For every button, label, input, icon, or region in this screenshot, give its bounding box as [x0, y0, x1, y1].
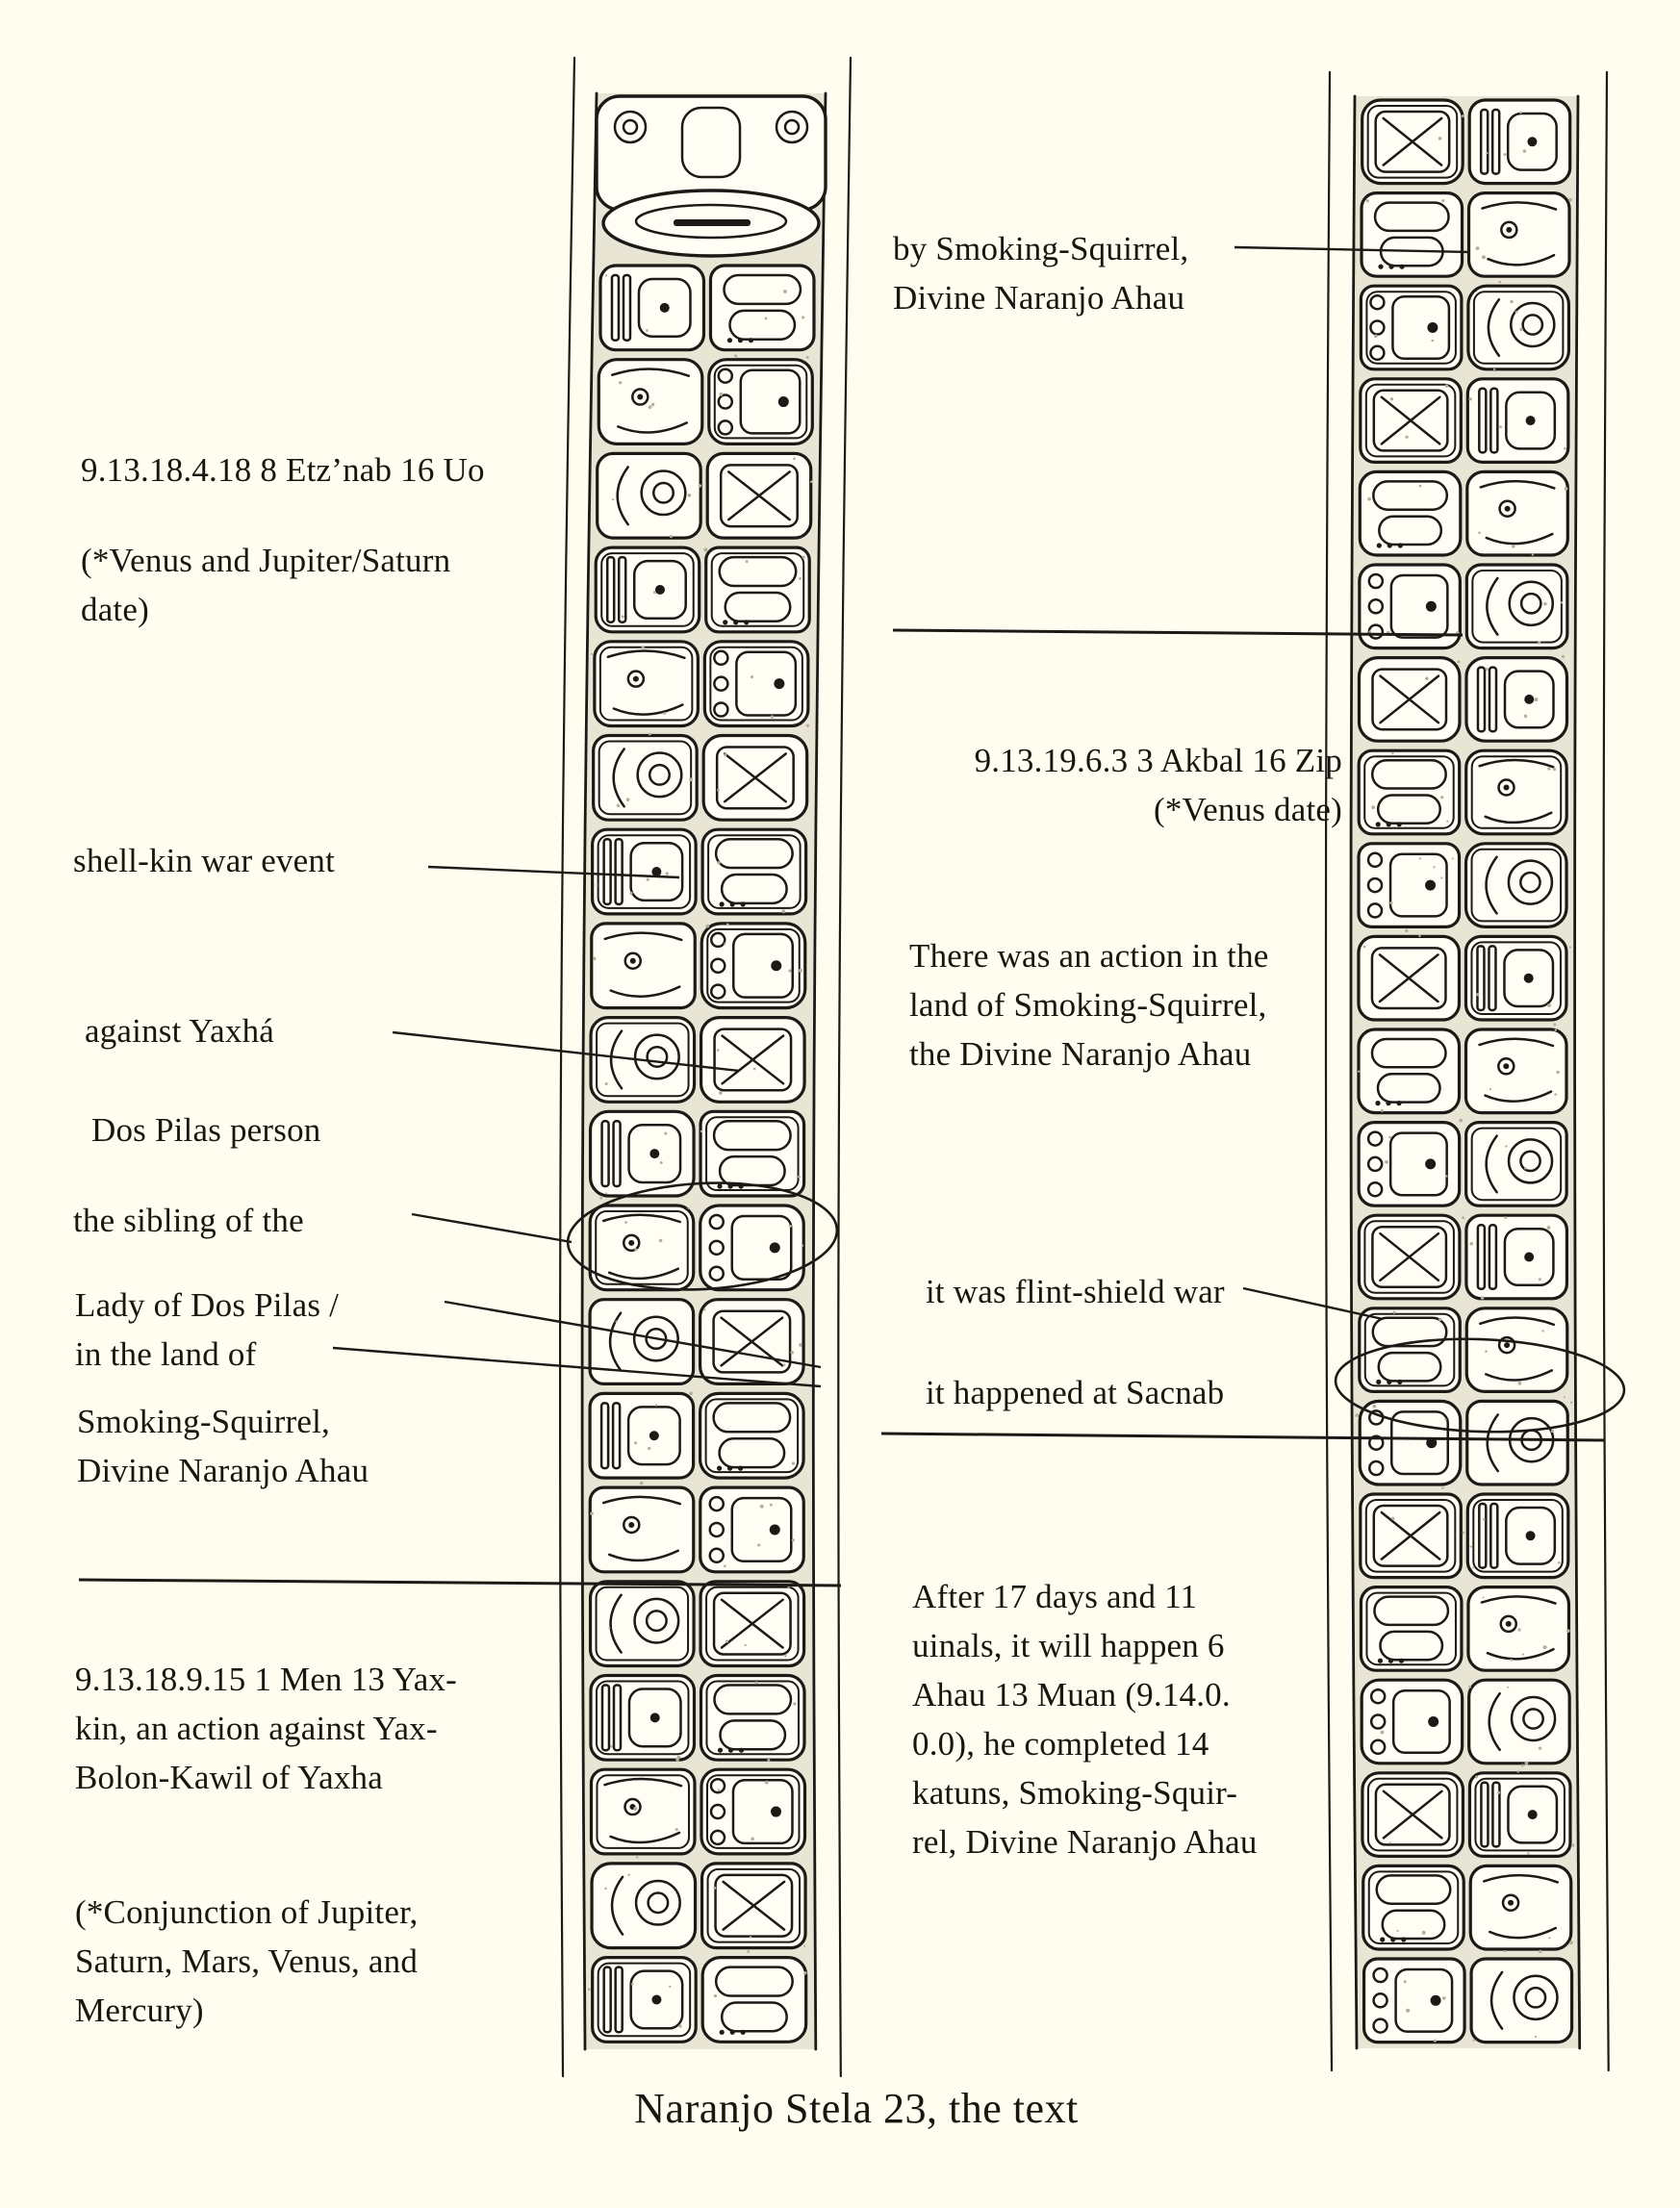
- text-line: Divine Naranjo Ahau: [893, 279, 1185, 317]
- label-date-akbal-zip: [900, 736, 1342, 834]
- text-line: it happened at Sacnab: [926, 1374, 1225, 1411]
- text-line: (*Venus and Jupiter/Saturn: [81, 542, 451, 579]
- label-date-men-yaxkin: [75, 1655, 457, 1802]
- text-line: shell-kin war event: [73, 842, 336, 879]
- text-line: kin, an action against Yax-: [75, 1710, 438, 1747]
- text-line: rel, Divine Naranjo Ahau: [912, 1823, 1258, 1861]
- text-line: land of Smoking-Squirrel,: [909, 986, 1267, 1024]
- label-smoking-squirrel: [77, 1397, 369, 1495]
- text-line: 0.0), he completed 14: [912, 1725, 1209, 1763]
- label-conjunction-note: [75, 1888, 418, 2035]
- label-lady-of-dos-pilas: [75, 1281, 339, 1379]
- text-line: 9.13.18.4.18 8 Etz’nab 16 Uo: [81, 451, 485, 489]
- text-line: against Yaxhá: [85, 1012, 275, 1050]
- text-line: the Divine Naranjo Ahau: [909, 1035, 1252, 1073]
- text-line: (*Venus date): [1153, 791, 1342, 828]
- text-line: in the land of: [75, 1335, 257, 1373]
- figure-caption: Naranjo Stela 23, the text: [634, 2085, 1079, 2132]
- text-line: Smoking-Squirrel,: [77, 1403, 330, 1440]
- text-line: There was an action in the: [909, 937, 1269, 975]
- text-line: (*Conjunction of Jupiter,: [75, 1893, 419, 1931]
- text-line: Bolon-Kawil of Yaxha: [75, 1759, 383, 1796]
- text-line: uinals, it will happen 6: [912, 1627, 1225, 1664]
- text-line: Divine Naranjo Ahau: [77, 1452, 369, 1489]
- label-date-etznab: [81, 445, 485, 495]
- label-after-17-days: [912, 1572, 1258, 1866]
- text-line: Lady of Dos Pilas /: [75, 1286, 340, 1324]
- label-dos-pilas-person: [91, 1105, 320, 1155]
- text-line: Dos Pilas person: [91, 1111, 321, 1149]
- label-action-in-land: [909, 931, 1269, 1079]
- text-line: 9.13.19.6.3 3 Akbal 16 Zip: [974, 742, 1342, 779]
- text-line: the sibling of the: [73, 1202, 304, 1239]
- label-against-yaxha: [85, 1006, 274, 1055]
- text-line: After 17 days and 11: [912, 1578, 1198, 1615]
- text-line: Ahau 13 Muan (9.14.0.: [912, 1676, 1231, 1713]
- text-line: date): [81, 591, 149, 628]
- text-line: katuns, Smoking-Squir-: [912, 1774, 1238, 1812]
- text-line: by Smoking-Squirrel,: [893, 230, 1189, 267]
- label-flint-shield-war: [926, 1267, 1225, 1316]
- text-line: it was flint-shield war: [926, 1273, 1225, 1310]
- label-happened-at-sacnab: [926, 1368, 1224, 1417]
- label-shell-kin-war: [73, 836, 335, 885]
- right-glyph-column: [1326, 72, 1609, 2070]
- label-by-smoking-squirrel: [893, 224, 1188, 322]
- text-line: Mercury): [75, 1992, 204, 2029]
- leader-line-sibling: [412, 1214, 572, 1242]
- text-line: Saturn, Mars, Venus, and: [75, 1942, 419, 1980]
- label-sibling-of-the: [73, 1196, 304, 1245]
- label-venus-jupiter-note: [81, 536, 450, 634]
- text-line: 9.13.18.9.15 1 Men 13 Yax-: [75, 1661, 458, 1698]
